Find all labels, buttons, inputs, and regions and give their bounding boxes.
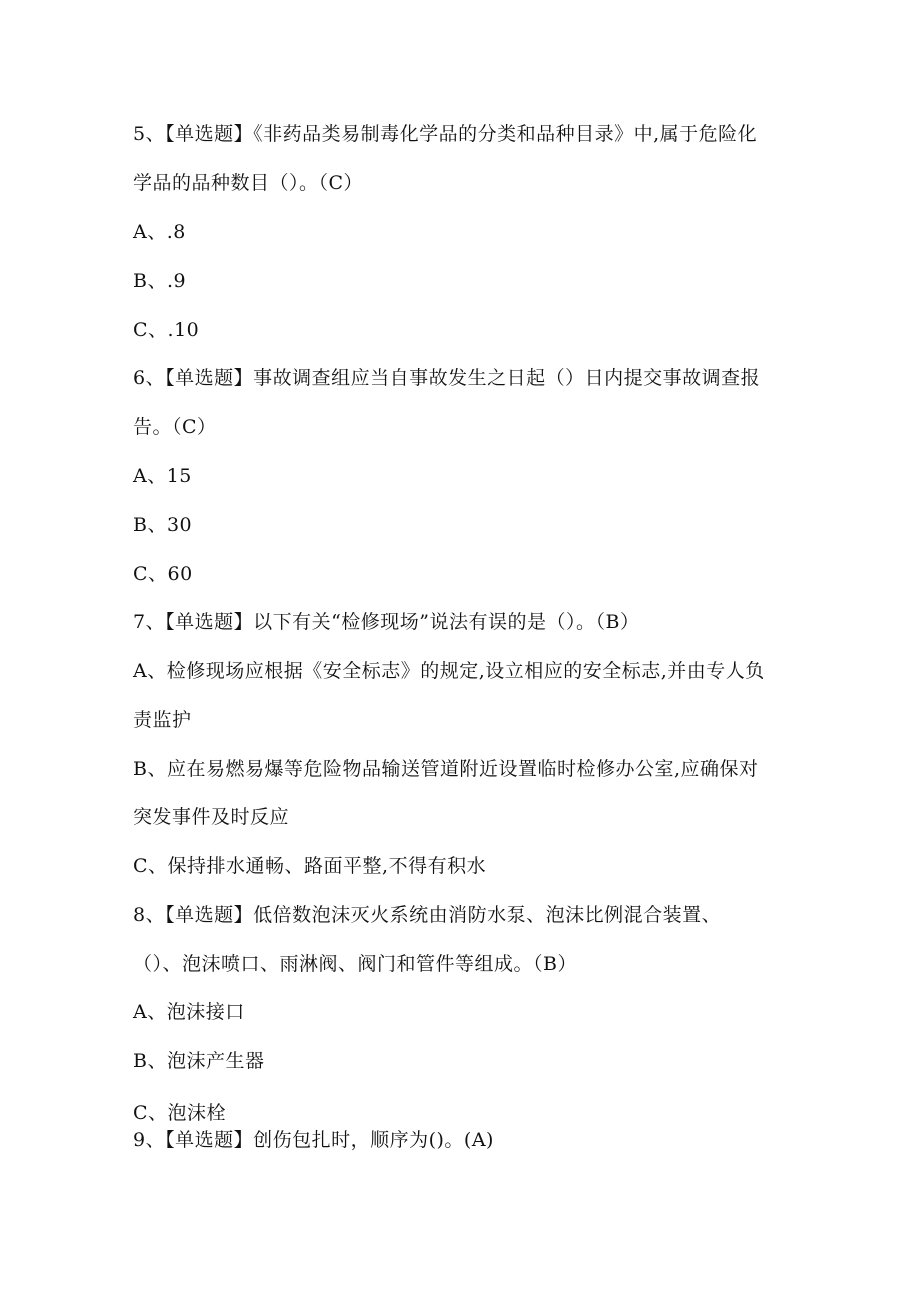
question-7-option-a-line-1: A、检修现场应根据《安全标志》的规定,设立相应的安全标志,并由专人负 — [133, 660, 765, 682]
question-8-option-b: B、泡沫产生器 — [133, 1050, 265, 1072]
question-9-stem-line-1: 9、【单选题】创伤包扎时，顺序为()。(A) — [133, 1129, 494, 1151]
question-6-option-c: C、60 — [133, 563, 193, 585]
question-6-option-b: B、30 — [133, 514, 193, 536]
question-7-option-c: C、保持排水通畅、路面平整,不得有积水 — [133, 855, 487, 877]
question-6-stem-line-2: 告。（C） — [133, 416, 217, 438]
question-5-stem-line-2: 学品的品种数目（）。（C） — [133, 172, 364, 194]
question-6-stem-line-1: 6、【单选题】事故调查组应当自事故发生之日起（）日内提交事故调查报 — [133, 367, 761, 389]
question-8-option-c: C、泡沫栓 — [133, 1102, 227, 1124]
question-5-option-b: B、.9 — [133, 270, 187, 292]
question-7-option-b-line-1: B、应在易燃易爆等危险物品输送管道附近设置临时检修办公室,应确保对 — [133, 758, 759, 780]
question-8-stem-line-1: 8、【单选题】低倍数泡沫灭火系统由消防水泵、泡沫比例混合装置、 — [133, 904, 722, 926]
question-5-option-c: C、.10 — [133, 319, 200, 341]
question-5-option-a: A、.8 — [133, 221, 186, 243]
question-6-option-a: A、15 — [133, 465, 192, 487]
question-5-stem-line-1: 5、【单选题】《非药品类易制毒化学品的分类和品种目录》中,属于危险化 — [133, 123, 758, 145]
question-7-stem-line-1: 7、【单选题】以下有关“检修现场”说法有误的是（）。（B） — [133, 611, 640, 633]
question-8-option-a: A、泡沫接口 — [133, 1001, 245, 1023]
question-7-option-b-line-2: 突发事件及时反应 — [133, 806, 290, 828]
question-8-stem-line-2: （）、泡沫喷口、雨淋阀、阀门和管件等组成。（B） — [133, 953, 577, 975]
question-7-option-a-line-2: 责监护 — [133, 709, 192, 731]
